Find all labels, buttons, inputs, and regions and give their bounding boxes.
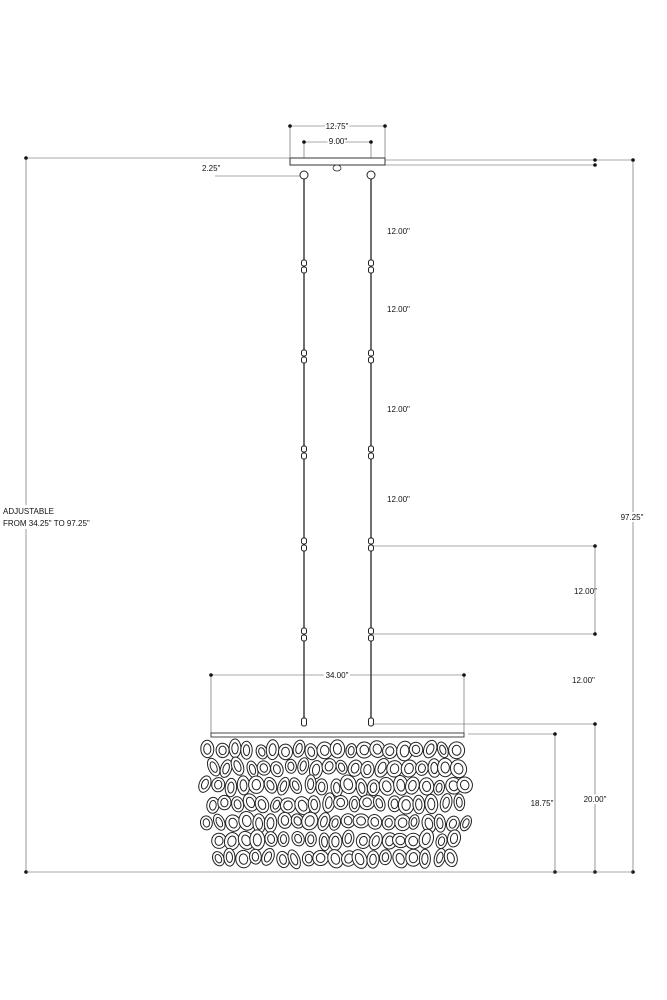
glass-piece [288, 776, 304, 795]
chain-segment-dimension [372, 544, 597, 636]
glass-piece [278, 812, 292, 829]
glass-piece [264, 830, 279, 847]
glass-piece-inner [348, 746, 355, 755]
glass-piece [205, 756, 222, 778]
glass-piece-inner [203, 744, 211, 755]
rod-joint [369, 635, 374, 641]
glass-piece-inner [281, 815, 289, 825]
glass-piece-inner [391, 799, 398, 809]
chain-labels [387, 227, 597, 685]
glass-piece-inner [281, 747, 289, 757]
glass-piece [230, 795, 245, 813]
glass-piece-inner [456, 797, 463, 807]
chandelier-body [196, 733, 474, 871]
glass-piece [241, 741, 253, 759]
glass-piece-inner [240, 779, 248, 791]
canopy-drop-label: 2.25" [202, 164, 221, 173]
glass-piece-inner [415, 799, 422, 811]
glass-piece [329, 833, 342, 851]
glass-piece [412, 795, 425, 814]
glass-piece-inner [243, 745, 249, 756]
glass-piece [366, 850, 379, 868]
glass-piece-inner [280, 835, 286, 844]
glass-piece [371, 794, 387, 813]
glass-piece [296, 757, 310, 776]
overall-height-label: 97.25" [620, 513, 644, 522]
canopy-drop-dimension [26, 158, 300, 176]
glass-piece-inner [253, 834, 262, 846]
glass-piece-inner [321, 836, 328, 847]
glass-piece-inner [360, 745, 369, 755]
glass-piece-inner [320, 745, 329, 756]
glass-piece-inner [269, 744, 277, 756]
glass-piece-inner [369, 854, 376, 865]
glass-piece-inner [252, 779, 261, 790]
glass-piece-inner [288, 762, 295, 771]
glass-piece [278, 744, 293, 760]
glass-piece [211, 777, 226, 793]
rod-joint [302, 350, 307, 356]
glass-piece [398, 796, 414, 814]
glass-piece-inner [441, 762, 450, 773]
glass-piece [264, 813, 278, 833]
glass-piece [305, 775, 316, 794]
glass-piece [333, 795, 349, 811]
glass-piece [424, 794, 438, 814]
glass-piece [345, 743, 357, 758]
rod-joint [302, 635, 307, 641]
canopy-mount-dimension [302, 137, 373, 158]
rod-joint [302, 545, 307, 551]
glass-piece-inner [352, 799, 358, 809]
glass-piece [419, 777, 435, 796]
glass-piece [458, 814, 474, 833]
glass-piece [448, 742, 464, 759]
rod-joint [369, 267, 374, 273]
glass-piece-inner [431, 762, 438, 774]
rod-joint [302, 260, 307, 266]
glass-piece [360, 760, 375, 778]
chandelier-drawing-icon [196, 738, 474, 870]
glass-piece [200, 740, 214, 758]
glass-piece-inner [333, 743, 341, 754]
glass-piece-inner [318, 782, 324, 792]
chain-link-label-1: 12.00" [387, 227, 410, 236]
glass-piece [415, 760, 429, 776]
rod-joint [369, 538, 374, 544]
glass-piece-inner [305, 854, 312, 863]
rod-joint [369, 446, 374, 452]
glass-piece [305, 832, 316, 847]
glass-piece-inner [209, 800, 217, 810]
shade-width-label: 34.00" [325, 671, 349, 680]
glass-piece [448, 758, 468, 780]
glass-piece [286, 848, 303, 870]
glass-piece-inner [422, 781, 431, 792]
canopy-mount-label: 9.00" [328, 137, 348, 146]
glass-piece [285, 759, 297, 774]
rod-joint [302, 446, 307, 452]
hook-1 [300, 171, 308, 179]
glass-piece [229, 739, 241, 758]
glass-piece [262, 775, 279, 795]
glass-piece-inner [402, 799, 411, 810]
glass-piece [216, 743, 230, 758]
rod-end [302, 718, 307, 726]
glass-piece [419, 849, 431, 868]
glass-piece [446, 829, 462, 848]
rod-joint [302, 267, 307, 273]
glass-piece [433, 814, 446, 833]
shade-width-dimension [209, 671, 466, 735]
glass-piece [379, 849, 393, 865]
glass-piece [432, 779, 446, 796]
suspension-rods [300, 171, 375, 726]
glass-piece [435, 740, 450, 759]
rod-joint [369, 357, 374, 363]
canopy [290, 158, 385, 171]
rod-joint [369, 628, 374, 634]
glass-piece [342, 829, 355, 847]
glass-piece-inner [267, 817, 274, 829]
chain-link-label-4: 12.00" [387, 495, 410, 504]
adjustable-label-line1: ADJUSTABLE [3, 507, 54, 516]
glass-piece [290, 830, 307, 848]
glass-piece [349, 796, 360, 812]
canopy-width-label: 12.75" [325, 122, 349, 131]
glass-piece-inner [252, 852, 259, 861]
hook-2 [367, 171, 375, 179]
glass-piece [312, 850, 329, 866]
glass-piece-inner [332, 836, 339, 847]
chain-link-label-6: 12.00" [572, 676, 595, 685]
glass-piece [291, 739, 306, 758]
glass-piece [275, 776, 291, 797]
rod-joint [302, 357, 307, 363]
glass-piece [224, 778, 237, 797]
glass-piece-inner [232, 743, 238, 754]
rod-end [369, 718, 374, 726]
rod-joint [302, 538, 307, 544]
rod-joint [302, 453, 307, 459]
glass-piece [421, 738, 439, 760]
rod-joint [369, 260, 374, 266]
adjustable-label-line2: FROM 34.25" TO 97.25" [3, 519, 90, 528]
fixture-height-label: 20.00" [583, 795, 607, 804]
glass-piece [453, 793, 465, 811]
glass-piece-inner [427, 798, 435, 810]
glass-piece [211, 812, 227, 832]
glass-piece [269, 760, 285, 778]
chain-link-label-5: 12.00" [574, 587, 597, 596]
glass-piece [259, 847, 276, 868]
rod-joint [369, 453, 374, 459]
glass-piece [266, 740, 279, 760]
glass-piece [439, 793, 454, 813]
glass-piece [407, 814, 420, 831]
glass-piece-inner [316, 853, 325, 863]
glass-piece-inner [308, 835, 314, 844]
rod-joint [302, 628, 307, 634]
glass-piece [249, 830, 265, 851]
glass-piece-inner [255, 817, 263, 829]
glass-piece [353, 813, 370, 828]
glass-piece [196, 774, 213, 794]
rod-joint [369, 350, 374, 356]
glass-piece-inner [409, 852, 418, 863]
glass-piece-inner [215, 836, 223, 846]
glass-piece [218, 795, 231, 810]
chain-link-label-2: 12.00" [387, 305, 410, 314]
glass-piece [223, 848, 235, 866]
shade-height-dimension [468, 732, 557, 874]
chain-link-label-3: 12.00" [387, 405, 410, 414]
glass-piece [248, 776, 264, 794]
glass-piece [334, 759, 349, 776]
glass-piece-inner [452, 745, 461, 755]
glass-piece [316, 779, 328, 795]
shade-height-label: 18.75" [530, 799, 554, 808]
glass-piece [381, 815, 396, 831]
glass-piece [278, 832, 289, 847]
glass-piece-inner [226, 852, 233, 863]
glass-piece-inner [219, 746, 227, 755]
glass-piece-inner [221, 798, 228, 807]
glass-piece [434, 833, 448, 850]
glass-piece-inner [307, 779, 313, 790]
glass-piece-inner [356, 816, 365, 825]
glass-piece-inner [422, 853, 429, 865]
glass-piece [206, 797, 220, 814]
glass-piece [366, 813, 384, 832]
glass-piece [330, 740, 345, 759]
glass-piece [367, 779, 381, 796]
glass-piece [320, 757, 338, 776]
glass-piece [199, 815, 213, 831]
